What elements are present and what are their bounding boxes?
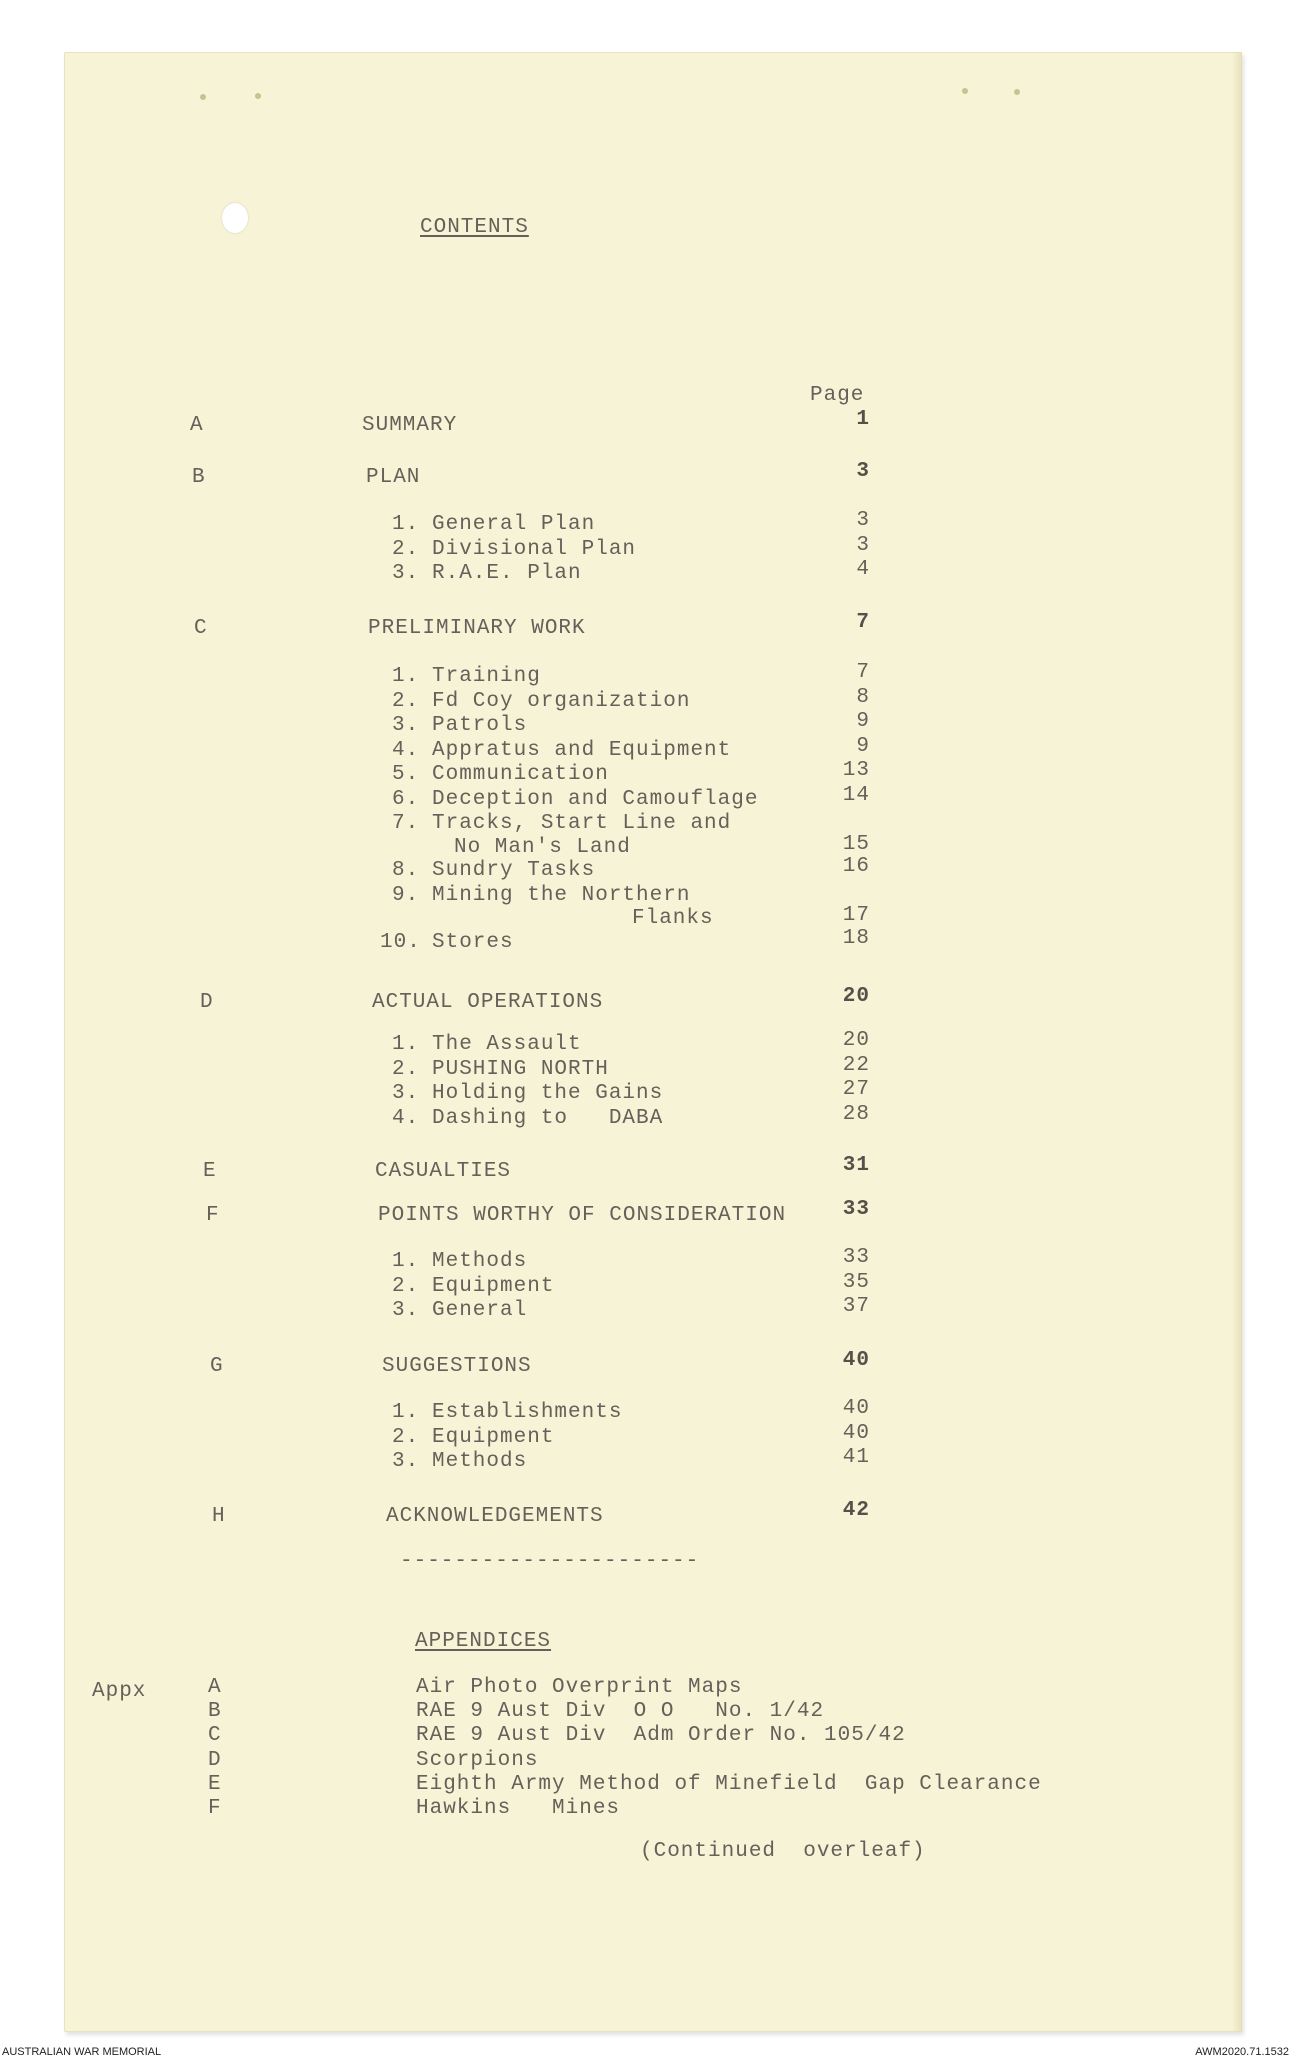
toc-item-number: 3.: [392, 562, 420, 585]
appendix-title: Scorpions: [416, 1748, 539, 1772]
toc-item-number: 5.: [392, 763, 420, 786]
toc-item-title: Equipment: [432, 1425, 555, 1449]
toc-item-page: 16: [842, 855, 870, 878]
toc-item-title: Methods: [432, 1250, 528, 1273]
section-letter: C: [194, 617, 208, 640]
toc-item-title: Dashing to DABA: [432, 1106, 664, 1130]
section-title: CASUALTIES: [375, 1160, 512, 1183]
section-letter: B: [192, 466, 206, 489]
footer-accession-number: AWM2020.71.1532: [1195, 2046, 1289, 2058]
appendix-title: RAE 9 Aust Div O O No. 1/42: [416, 1700, 825, 1724]
toc-item-number: 8.: [392, 859, 420, 882]
section-letter: G: [210, 1355, 224, 1378]
section-page-number: 7: [856, 611, 870, 634]
toc-item-page: 41: [842, 1446, 870, 1469]
toc-item-page: 28: [842, 1102, 870, 1126]
toc-item-number: 3.: [392, 1299, 420, 1322]
toc-item-number: 2.: [392, 1425, 420, 1449]
toc-item-title: Establishments: [432, 1401, 623, 1424]
toc-item-page: 20: [842, 1029, 870, 1052]
section-page-number: 31: [842, 1154, 870, 1177]
toc-item-page: 17: [842, 904, 870, 927]
toc-item-page: 3: [856, 509, 870, 532]
toc-item-title: Divisional Plan: [432, 537, 637, 561]
section-letter: H: [212, 1505, 226, 1528]
toc-item-page: 13: [842, 759, 870, 782]
page-column-header: Page: [810, 384, 865, 407]
toc-item-number: 1.: [392, 665, 420, 688]
section-letter: D: [200, 991, 214, 1014]
toc-item-page: 33: [842, 1246, 870, 1269]
toc-item-page: 15: [842, 832, 870, 856]
toc-item-title: Patrols: [432, 714, 528, 737]
appendix-letter: E: [208, 1772, 222, 1796]
section-page-number: 1: [856, 408, 870, 431]
section-page-number: 33: [842, 1198, 870, 1221]
staple-mark: [1014, 89, 1020, 95]
appendix-title: RAE 9 Aust Div Adm Order No. 105/42: [416, 1724, 906, 1748]
toc-item-number: 3.: [392, 714, 420, 737]
toc-item-title: R.A.E. Plan: [432, 562, 582, 585]
toc-item-number: 2.: [392, 689, 420, 713]
contents-heading: CONTENTS: [420, 216, 529, 239]
toc-item-number: 7.: [392, 812, 420, 835]
section-page-number: 42: [842, 1499, 870, 1522]
toc-item-page: 40: [842, 1421, 870, 1445]
toc-item-number: 1.: [392, 1033, 420, 1056]
continued-overleaf-note: (Continued overleaf): [640, 1840, 926, 1863]
toc-item-page: 14: [842, 783, 870, 807]
toc-item-title: Methods: [432, 1450, 528, 1473]
section-title: ACKNOWLEDGEMENTS: [386, 1505, 604, 1528]
toc-item-number: 3.: [392, 1082, 420, 1105]
toc-item-number: 2.: [392, 1274, 420, 1298]
toc-item-page: 9: [856, 734, 870, 758]
toc-item-title: Fd Coy organization: [432, 689, 691, 713]
toc-item-number: 6.: [392, 787, 420, 811]
toc-item-title: Equipment: [432, 1274, 555, 1298]
section-title: ACTUAL OPERATIONS: [372, 991, 604, 1014]
staple-mark: [200, 94, 206, 100]
section-page-number: 3: [856, 460, 870, 483]
toc-item-title: Mining the Northern: [432, 883, 691, 907]
toc-item-title-continued: Flanks: [632, 907, 714, 930]
section-page-number: 40: [842, 1349, 870, 1372]
toc-item-title: Stores: [432, 930, 514, 954]
section-title: POINTS WORTHY OF CONSIDERATION: [378, 1204, 787, 1227]
toc-item-page: 37: [842, 1295, 870, 1318]
toc-item-number: 10.: [380, 930, 421, 954]
toc-item-number: 1.: [392, 513, 420, 536]
toc-item-title: Communication: [432, 763, 609, 786]
appendix-title: Hawkins Mines: [416, 1797, 621, 1820]
toc-item-title: Deception and Camouflage: [432, 787, 759, 811]
toc-item-title: General: [432, 1299, 528, 1322]
toc-item-page: 3: [856, 533, 870, 557]
appendix-letter: B: [208, 1700, 222, 1724]
toc-item-number: 2.: [392, 1057, 420, 1081]
punch-hole: [222, 203, 248, 233]
toc-item-page: 22: [842, 1053, 870, 1077]
toc-item-title: PUSHING NORTH: [432, 1057, 609, 1081]
section-page-number: 20: [842, 985, 870, 1008]
toc-item-number: 1.: [392, 1401, 420, 1424]
appendix-label: Appx: [92, 1680, 147, 1703]
section-letter: E: [203, 1160, 217, 1183]
toc-item-number: 4.: [392, 738, 420, 762]
toc-item-title: Sundry Tasks: [432, 859, 596, 882]
footer-institution: AUSTRALIAN WAR MEMORIAL: [2, 2046, 162, 2058]
appendix-letter: F: [208, 1797, 222, 1820]
toc-item-number: 2.: [392, 537, 420, 561]
toc-item-page: 27: [842, 1078, 870, 1101]
toc-item-title: The Assault: [432, 1033, 582, 1056]
toc-item-page: 8: [856, 685, 870, 709]
toc-item-page: 18: [842, 926, 870, 950]
toc-item-number: 9.: [392, 883, 420, 907]
appendix-title: Air Photo Overprint Maps: [416, 1676, 743, 1699]
toc-item-number: 4.: [392, 1106, 420, 1130]
section-letter: A: [190, 414, 204, 437]
staple-mark: [255, 93, 261, 99]
toc-item-title-continued: No Man's Land: [454, 835, 631, 859]
section-title: PRELIMINARY WORK: [368, 617, 586, 640]
toc-item-page: 4: [856, 558, 870, 581]
toc-item-page: 7: [856, 661, 870, 684]
section-title: SUGGESTIONS: [382, 1355, 532, 1378]
staple-mark: [962, 88, 968, 94]
appendices-heading: APPENDICES: [415, 1630, 552, 1653]
toc-item-number: 1.: [392, 1250, 420, 1273]
section-title: SUMMARY: [362, 414, 458, 437]
toc-item-title: Holding the Gains: [432, 1082, 664, 1105]
toc-item-number: 3.: [392, 1450, 420, 1473]
toc-item-title: Training: [432, 665, 541, 688]
section-letter: F: [206, 1204, 220, 1227]
toc-item-page: 40: [842, 1397, 870, 1420]
section-title: PLAN: [366, 466, 421, 489]
appendix-letter: A: [208, 1676, 222, 1699]
toc-item-page: 35: [842, 1270, 870, 1294]
appendix-title: Eighth Army Method of Minefield Gap Clearance: [416, 1772, 1042, 1796]
appendix-letter: C: [208, 1724, 222, 1748]
toc-item-page: 9: [856, 710, 870, 733]
appendix-letter: D: [208, 1748, 222, 1772]
section-separator: ----------------------: [400, 1550, 700, 1573]
toc-item-title: Appratus and Equipment: [432, 738, 732, 762]
toc-item-title: General Plan: [432, 513, 596, 536]
toc-item-title: Tracks, Start Line and: [432, 812, 732, 835]
